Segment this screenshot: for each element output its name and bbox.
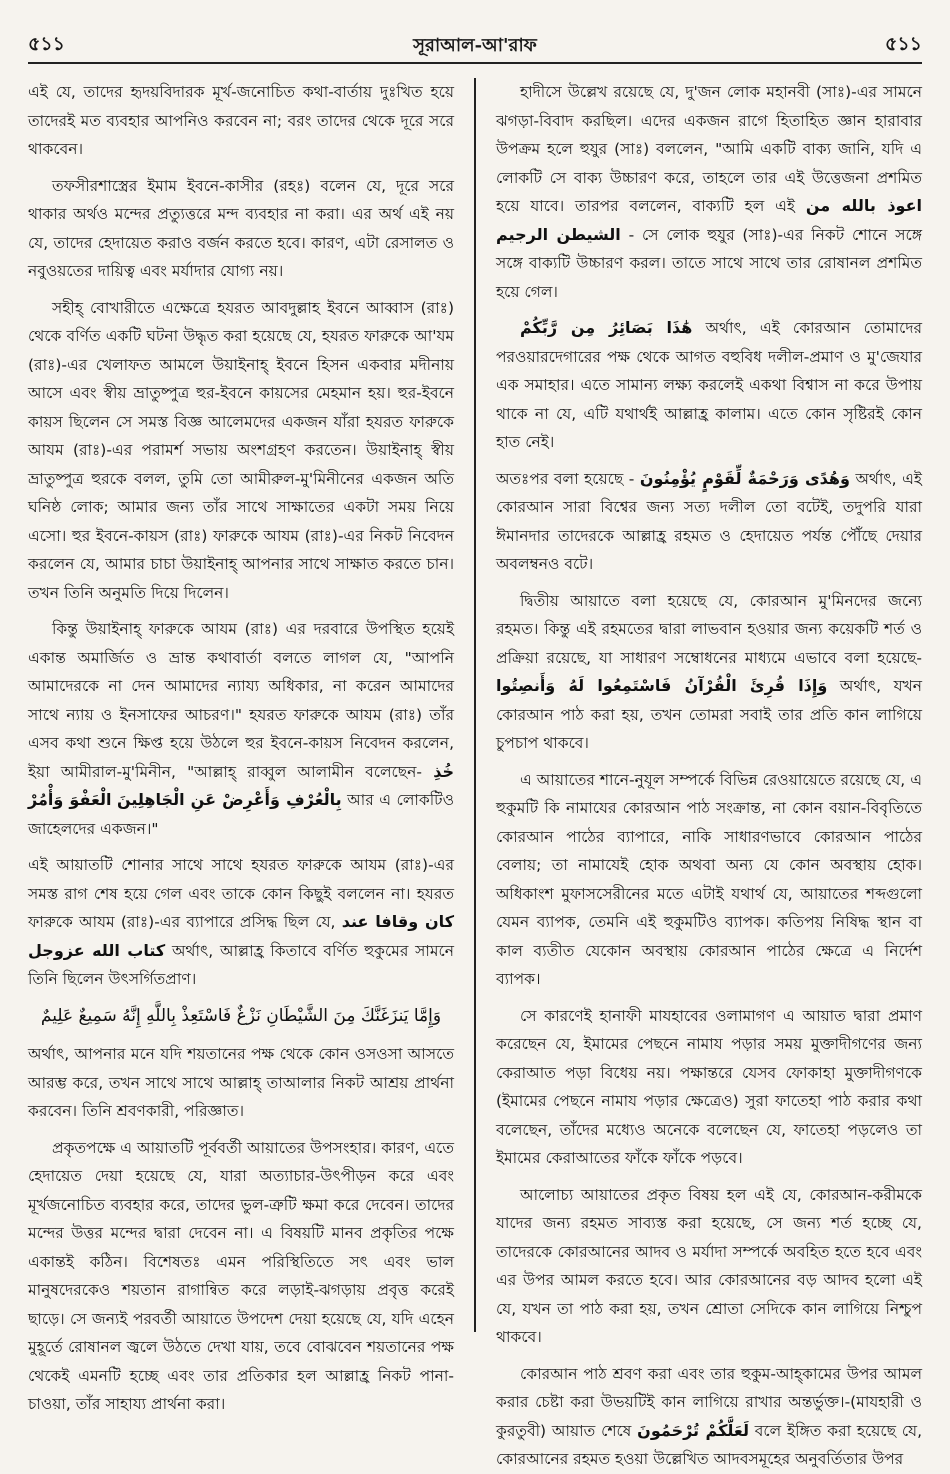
arabic-quote: خُذِ الْعَفْوَ وَأْمُرْ (28, 761, 454, 809)
arabic-quote: اعوذ بالله من الشيطن الرجيم (496, 196, 922, 244)
paragraph-text: দ্বিতীয় আয়াতে বলা হয়েছে যে, কোরআন মু'মিনদের জন্যে রহমত। কিন্তু এই রহমতের দ্বারা লাভবান হওয়ার জন্য কয়েকটি শর্ত ও প্রক্রিয়া রয়েছে, যা সাধারণ সম্বোধনের মাধ্যমে এভাবে বলা হয়েছে- (496, 591, 922, 667)
paragraph (496, 314, 922, 457)
paragraph (28, 615, 454, 843)
paragraph (496, 465, 922, 579)
paragraph (496, 78, 922, 306)
arabic-quote: بِالْعُرْفِ وَأَعْرِضْ عَنِ الْجَاهِلِينَ (116, 790, 342, 809)
page-header (28, 28, 922, 64)
page-number-right: ৫১১ (885, 33, 922, 55)
arabic-quote: لَعَلَّكُمْ تُرْحَمُونَ (637, 1420, 749, 1440)
paragraph (28, 851, 454, 994)
column-divider (474, 78, 476, 1332)
paragraph-text: বলে ইঙ্গিত করা হয়েছে যে, কোরআনের রহমত হওয়া উল্লেখিত আদবসমূহের অনুবর্তিতার উপর (496, 1421, 922, 1468)
paragraph: সহীহ্ বোখারীতে এক্ষেত্রে হযরত আবদুল্লাহ ইবনে আব্বাস (রাঃ) থেকে বর্ণিত একটি ঘটনা উদ্ধৃত করা হয়েছে যে, হযরত ফারুকে আ'যম (রাঃ)-এর খেলাফত আমলে উয়াইনাহ্ ইবনে হিসন একবার মদীনায় আসে এবং স্বীয় ভ্রাতুষ্পুত্র হুর-ইবনে কায়সের মেহমান হয়। হুর-ইবনে কায়স ছিলেন সে সমস্ত বিজ্ঞ আলেমদের একজন যাঁরা হযরত ফারুকে আযম (রাঃ)-এর পরামর্শ সভায় অংশগ্রহণ করতেন। উয়াইনাহ্ স্বীয় ভ্রাতুষ্পুত্র হুরকে বলল, তুমি তো আমীরুল-মু'মিনীনের একজন অতি ঘনিষ্ঠ লোক; আমার জন্য তাঁর সাথে সাক্ষাতের একটা সময় নিয়ে এসো। হুর ইবনে-কায়স (রাঃ) ফারুকে আযম (রাঃ)-এর নিকট নিবেদন করলেন যে, আমার চাচা উয়াইনাহ্ আপনার সাথে সাক্ষাত করতে চান। তখন তিনি অনুমতি দিয়ে দিলেন। (28, 298, 454, 602)
paragraph-text: হাদীসে উল্লেখ রয়েছে যে, দু'জন লোক মহানবী (সাঃ)-এর সামনে ঝগড়া-বিবাদ করছিল। এদের একজন রাগে হিতাহিত জ্ঞান হারাবার উপক্রম হলে হুযুর (সাঃ) বললেন, "আমি একটি বাক্য জানি, যদি এ লোকটি সে বাক্য উচ্চারণ করে, তাহলে তার এই উত্তেজনা প্রশমিত হয়ে যাবে। তারপর বললেন, বাক্যটি হল এই (496, 83, 922, 215)
paragraph: তফসীরশাস্ত্রের ইমাম ইবনে-কাসীর (রহঃ) বলেন যে, দূরে সরে থাকার অর্থও মন্দের প্রত্যুত্তরে মন্দ ব্যবহার না করা। এর অর্থ এই নয় যে, তাদের হেদায়েত করাও বর্জন করতে হবে। কারণ, এটা রেসালত ও নবুওয়তের দায়িত্ব এবং মর্যাদার যোগ্য নয়। (28, 176, 454, 280)
left-column (28, 78, 455, 1413)
paragraph (496, 1360, 922, 1474)
paragraph-text: এই আয়াতটি শোনার সাথে সাথে হযরত ফারুকে আযম (রাঃ)-এর সমস্ত রাগ শেষ হয়ে গেল এবং তাকে কোন কিছুই বললেন না। হযরত ফারুকে আযম (রাঃ)-এর ব্যাপারে প্রসিদ্ধ ছিল যে, (28, 856, 454, 931)
arabic-quote: كان وقافا عند كتاب الله عزوجل (28, 912, 454, 960)
paragraph-text: অর্থাৎ, আল্লাহ্র কিতাবে বর্ণিত হুকুমের সামনে তিনি ছিলেন উৎসর্গিতপ্রাণ। (28, 941, 454, 988)
paragraph-text: অতঃপর বলা হয়েছে - (496, 469, 635, 488)
page-number-left: ৫১১ (28, 33, 65, 55)
paragraph-text: অর্থাৎ, এই কোরআন সারা বিশ্বের জন্য সত্য দলীল তো বটেই, তদুপরি যারা ঈমানদার তাদেরকে আল্লাহ্র রহমত ও হেদায়েত পর্যন্ত পৌঁছে দেয়ার অবলম্বনও বটে। (496, 469, 922, 573)
paragraph-text: - সে লোক হুযুর (সাঃ)-এর নিকট শোনে সঙ্গে সঙ্গে বাক্যটি উচ্চারণ করল। তাতে সাথে সাথে তার রোষানল প্রশমিত হয়ে গেল। (496, 225, 922, 301)
arabic-quote: هَٰذَا بَصَائِرُ مِن رَّبِّكُمْ (520, 318, 693, 337)
running-title: সূরাআল-আ'রাফ (413, 35, 537, 56)
arabic-quote: وَإِذَا قُرِئَ الْقُرْآنُ فَاسْتَمِعُوا لَهُ وَأَنصِتُوا (496, 676, 828, 695)
quran-verse: وَإِمَّا يَنزَغَنَّكَ مِنَ الشَّيْطَانِ نَزْغٌ فَاسْتَعِذْ بِاللَّهِ إِنَّهُ سَمِيعٌ عَلِيمٌ (40, 1005, 442, 1026)
right-column (496, 78, 922, 1468)
arabic-quote: وَهُدًى وَرَحْمَةٌ لِّقَوْمٍ يُؤْمِنُونَ (639, 468, 850, 488)
paragraph (496, 587, 922, 758)
paragraph: প্রকৃতপক্ষে এ আয়াতটি পূর্ববর্তী আয়াতের উপসংহার। কারণ, এতে হেদায়েত দেয়া হয়েছে যে, যারা অত্যাচার-উৎপীড়ন করে এবং মূর্খজনোচিত ব্যবহার করে, তাদের ভুল-ত্রুটি ক্ষমা করে দেবেন। তাদের মন্দের উত্তর মন্দের দ্বারা দেবেন না। এ বিষয়টি মানব প্রকৃতির পক্ষে একান্তই কঠিন। বিশেষতঃ এমন পরিস্থিতিতে সৎ এবং ভাল মানুষদেরকেও শয়তান রাগান্বিত করে লড়াই-ঝগড়ায় প্রবৃত্ত করেই ছাড়ে। সে জন্যই পরবর্তী আয়াতে উপদেশ দেয়া হয়েছে যে, যদি এহেন মুহূর্তে রোষানল জ্বলে উঠতে দেখা যায়, তবে বোঝবেন শয়তানের পক্ষ থেকেই এমনটি হচ্ছে এবং তার প্রতিকার হল আল্লাহ্র নিকট পানা-চাওয়া, তাঁর সাহায্য প্রার্থনা করা। (28, 1138, 454, 1413)
paragraph: এ আয়াতের শানে-নুযূল সম্পর্কে বিভিন্ন রেওয়ায়েতে রয়েছে যে, এ হুকুমটি কি নামাযের কোরআন পাঠ সংক্রান্ত, না কোন বয়ান-বিবৃতিতে কোরআন পাঠের ব্যাপারে, নাকি সাধারণভাবে কোরআন পাঠের বেলায়; তা নামাযেই হোক অথবা অন্য যে কোন অবস্থায় হোক। অধিকাংশ মুফাসসেরীনের মতে এটাই যথার্থ যে, আয়াতের শব্দগুলো যেমন ব্যাপক, তেমনি এই হুকুমটিও ব্যাপক। কতিপয় নিষিদ্ধ স্থান বা কাল ব্যতীত যেকোন অবস্থায় কোরআন পাঠের ক্ষেত্রে এ নির্দেশ ব্যাপক। (496, 770, 922, 988)
paragraph-text: আর এ লোকটিও জাহেলদের একজন।" (28, 791, 454, 838)
paragraph: আলোচ্য আয়াতের প্রকৃত বিষয় হল এই যে, কোরআন-করীমকে যাদের জন্য রহমত সাব্যস্ত করা হয়েছে, সে জন্য শর্ত হচ্ছে যে, তাদেরকে কোরআনের আদব ও মর্যাদা সম্পর্কে অবহিত হতে হবে এবং এর উপর আমল করতে হবে। আর কোরআনের বড় আদব হলো এই যে, যখন তা পাঠ করা হয়, তখন শ্রোতা সেদিকে কান লাগিয়ে নিশ্চুপ থাকবে। (496, 1185, 922, 1346)
paragraph-text: কোরআন পাঠ শ্রবণ করা এবং তার হুকুম-আহ্কামের উপর আমল করার চেষ্টা করা উভয়টিই কান লাগিয়ে রাখার অন্তর্ভুক্ত।-(মাযহারী ও কুরতুবী) আয়াত শেষে (496, 1364, 922, 1440)
paragraph-text: অর্থাৎ, এই কোরআন তোমাদের পরওয়ারদেগারের পক্ষ থেকে আগত বহুবিধ দলীল-প্রমাণ ও মু'জেযার এক সমাহার। এতে সামান্য লক্ষ্য করলেই একথা বিশ্বাস না করে উপায় থাকে না যে, এটি যথার্থই আল্লাহ্র কালাম। এতে কোন সৃষ্টিরই কোন হাত নেই। (496, 319, 922, 451)
paragraph: অর্থাৎ, আপনার মনে যদি শয়তানের পক্ষ থেকে কোন ওসওসা আসতে আরম্ভ করে, তখন সাথে সাথে আল্লাহ্ তাআলার নিকট আশ্রয় প্রার্থনা করবেন। তিনি শ্রবণকারী, পরিজ্ঞাত। (28, 1045, 454, 1120)
paragraph-text: কিন্তু উয়াইনাহ্ ফারুকে আযম (রাঃ) এর দরবারে উপস্থিত হয়েই একান্ত অমার্জিত ও ভ্রান্ত কথাবার্তা বলতে লাগল যে, "আপনি আমাদেরকে না দেন আমাদের ন্যায্য অধিকার, না করেন আমাদের সাথে ন্যায় ও ইনসাফের আচরণ।" হযরত ফারুকে আযম (রাঃ) তাঁর এসব কথা শুনে ক্ষিপ্ত হয়ে উঠলে হুর ইবনে-কায়স নিবেদন করলেন, ইয়া আমীরাল-মু'মিনীন, "আল্লাহ্ রাব্বুল আলামীন বলেছেন- (28, 620, 455, 781)
paragraph-text: অর্থাৎ, যখন কোরআন পাঠ করা হয়, তখন তোমরা সবাই তার প্রতি কান লাগিয়ে চুপচাপ থাকবে। (496, 677, 922, 752)
paragraph: এই যে, তাদের হৃদয়বিদারক মূর্খ-জনোচিত কথা-বার্তায় দুঃখিত হয়ে তাদেরই মত ব্যবহার আপনিও করবেন না; বরং তাদের থেকে দূরে সরে থাকবেন। (28, 83, 454, 158)
paragraph: সে কারণেই হানাফী মাযহাবের ওলামাগণ এ আয়াত দ্বারা প্রমাণ করেছেন যে, ইমামের পেছনে নামায পড়ার সময় মুক্তাদীগণের জন্য কেরাআত পড়া বিধেয় নয়। পক্ষান্তরে যেসব ফোকাহা মুক্তাদীগণকে (ইমামের পেছনে নামায পড়ার ক্ষেত্রেও) সুরা ফাতেহা পাঠ করার কথা বলেছেন, তাঁদের মধ্যেও অনেকে বলেছেন যে, ফাতেহা পড়লেও তা ইমামের কেরাআতের ফাঁকে ফাঁকে পড়বে। (496, 1006, 922, 1167)
